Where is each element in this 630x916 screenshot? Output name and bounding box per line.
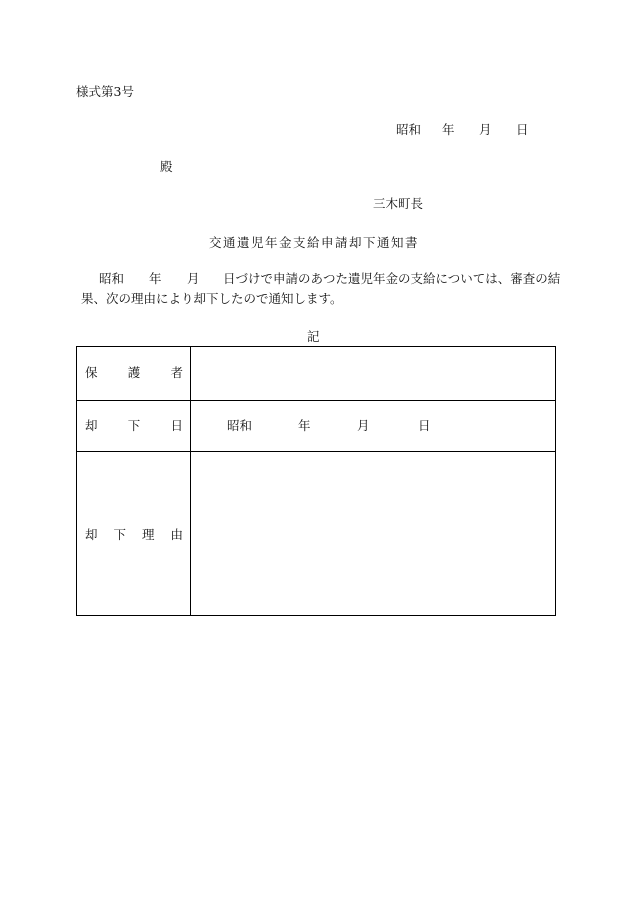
date-day: 日 bbox=[516, 122, 529, 137]
date-month: 月 bbox=[479, 122, 492, 137]
addressee-suffix: 殿 bbox=[160, 159, 173, 174]
guardian-label bbox=[85, 367, 183, 380]
body-era: 昭和 bbox=[99, 271, 125, 286]
rejection-date-label bbox=[85, 420, 183, 433]
body-month: 月 bbox=[187, 271, 200, 286]
rejection-date-label-char: 日 bbox=[170, 418, 183, 433]
form-number: 様式第3号 bbox=[76, 84, 134, 99]
document-title: 交通遺児年金支給申請却下通知書 bbox=[209, 235, 420, 250]
table-divider bbox=[77, 400, 555, 401]
rejection-reason-label-char: 由 bbox=[170, 527, 183, 542]
guardian-label-char: 護 bbox=[127, 365, 141, 380]
rejection-reason-label bbox=[85, 529, 183, 542]
rejection-reason-label-char: 理 bbox=[141, 527, 155, 542]
body-year: 年 bbox=[149, 271, 162, 286]
record-table bbox=[76, 346, 556, 616]
table-divider bbox=[77, 451, 555, 452]
rejection-date-year: 年 bbox=[298, 418, 311, 433]
body-line-2: 果、次の理由により却下したので通知します。 bbox=[81, 291, 343, 306]
date-era: 昭和 bbox=[396, 122, 422, 137]
table-column-divider bbox=[190, 347, 191, 615]
rejection-date-era: 昭和 bbox=[227, 418, 253, 433]
date-year: 年 bbox=[442, 122, 455, 137]
guardian-label-char: 保 bbox=[85, 365, 98, 380]
guardian-label-char: 者 bbox=[170, 365, 183, 380]
body-text: 日づけで申請のあつた遺児年金の支給については、審査の結 bbox=[223, 271, 561, 286]
rejection-date-label-char: 却 bbox=[85, 418, 98, 433]
rejection-date-label-char: 下 bbox=[127, 418, 141, 433]
rejection-reason-label-char: 却 bbox=[85, 527, 98, 542]
ki-mark: 記 bbox=[307, 329, 320, 344]
rejection-date-day: 日 bbox=[418, 418, 431, 433]
rejection-date-month: 月 bbox=[357, 418, 370, 433]
rejection-reason-label-char: 下 bbox=[113, 527, 126, 542]
issuer: 三木町長 bbox=[373, 196, 424, 211]
